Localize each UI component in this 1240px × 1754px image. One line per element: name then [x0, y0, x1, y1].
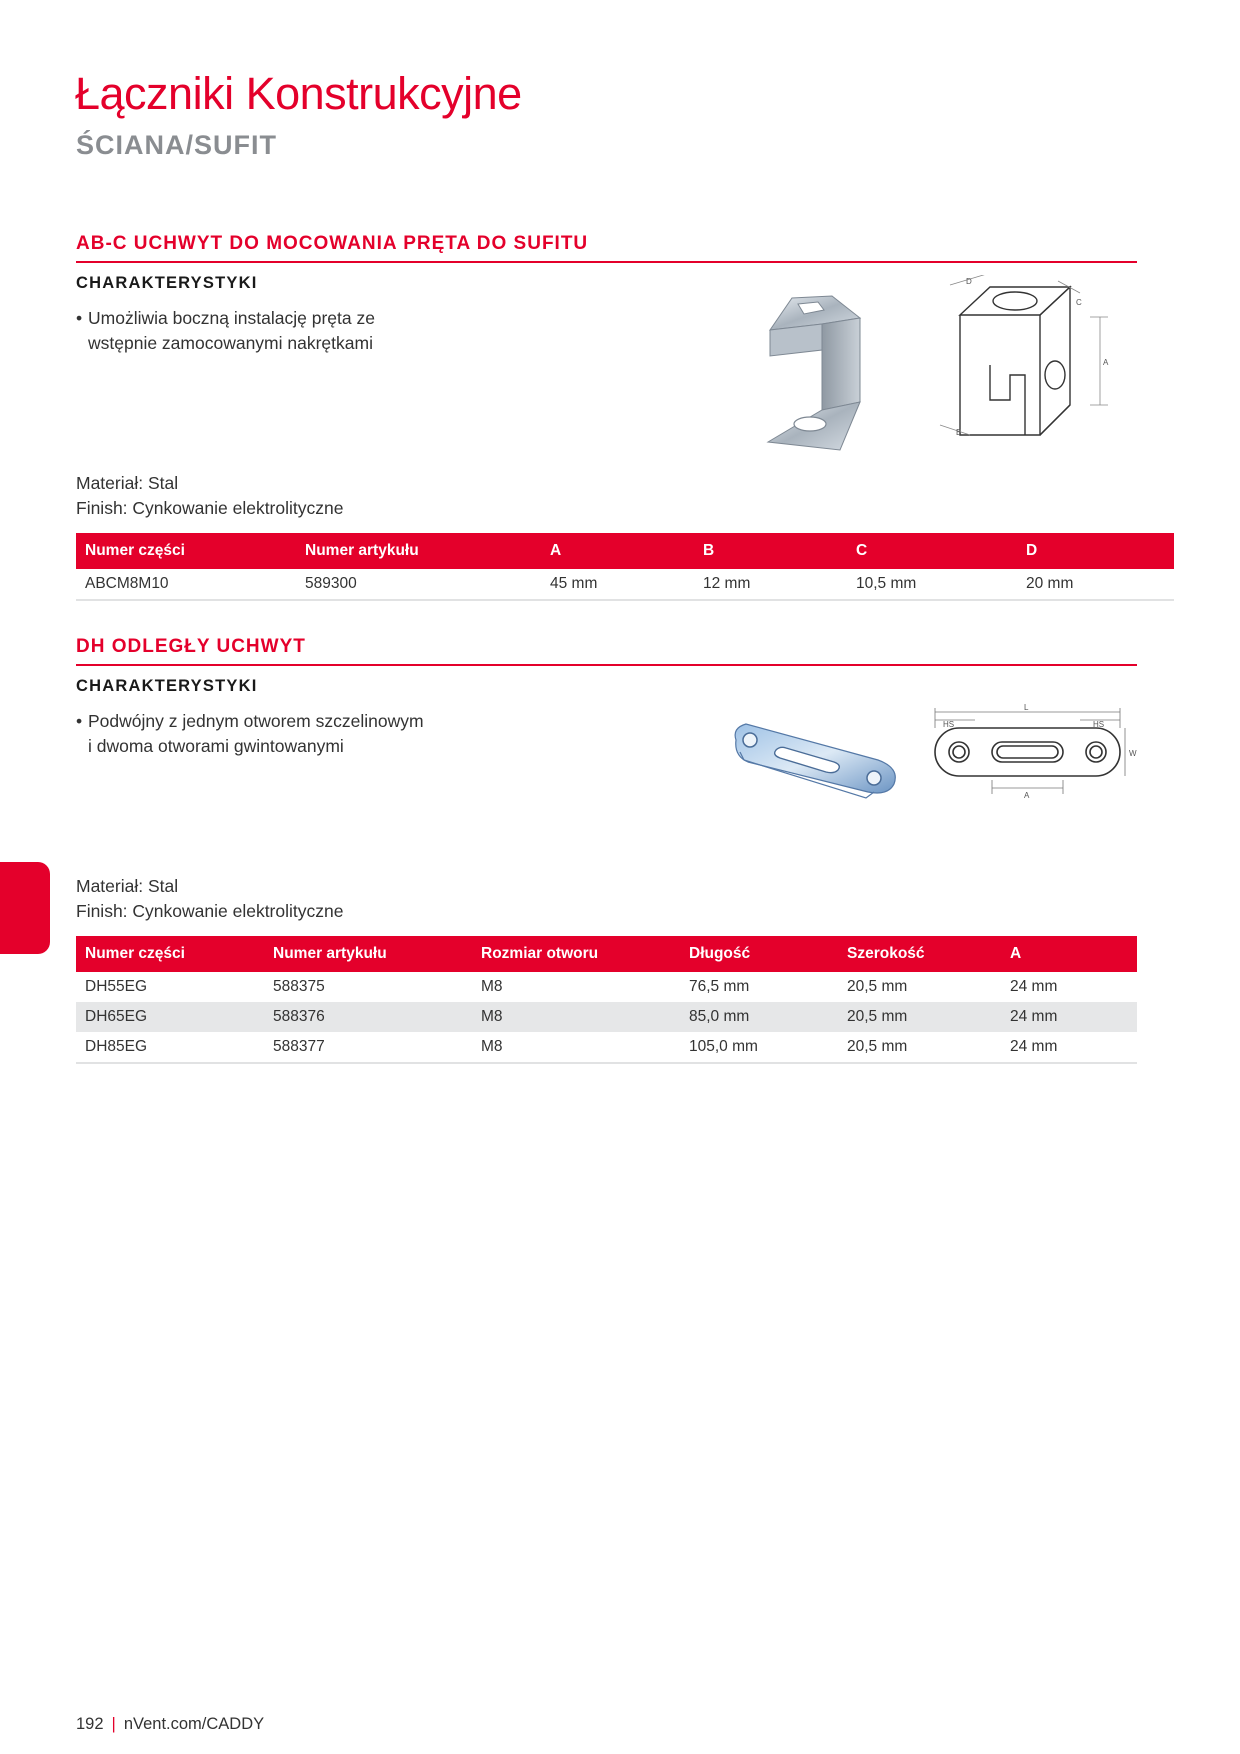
- dim-label-l: L: [1024, 703, 1029, 712]
- section-divider: [76, 261, 1137, 263]
- table-cell: 20,5 mm: [838, 1032, 1001, 1063]
- dim-label-hs-right: HS: [1093, 720, 1105, 729]
- table-cell: 588375: [273, 978, 325, 995]
- page-title: Łączniki Konstrukcyjne: [75, 68, 522, 119]
- abc-bracket-photo: [760, 290, 880, 460]
- table-cell: 76,5 mm: [689, 978, 750, 995]
- material-text: Materiał: Stal: [76, 876, 179, 896]
- column-header: A: [1001, 936, 1137, 972]
- table-cell: 20,5 mm: [847, 978, 908, 995]
- table-cell: M8: [481, 978, 503, 995]
- table-cell: 588377: [264, 1032, 472, 1063]
- column-header: D: [1017, 533, 1174, 569]
- column-header: Długość: [680, 936, 838, 972]
- feature-bullet: • Podwójny z jednym otworem szczelinowym i dwoma otworami gwintowanymi: [76, 711, 424, 756]
- table-cell: DH55EG: [85, 978, 148, 995]
- table-cell: 588376: [264, 1002, 472, 1032]
- table-cell: 105,0 mm: [680, 1032, 838, 1063]
- column-header: A: [541, 533, 694, 569]
- material-text: Materiał: Stal: [76, 473, 179, 493]
- dim-label-a: A: [1024, 791, 1030, 800]
- dim-label-hs-left: HS: [943, 720, 955, 729]
- dh-plate-photo: [728, 712, 908, 802]
- column-header: B: [694, 533, 847, 569]
- section-divider: [76, 664, 1137, 666]
- finish-text: Finish: Cynkowanie elektrolityczne: [76, 498, 344, 518]
- dim-label-w: W: [1129, 749, 1137, 758]
- table-cell: 24 mm: [1001, 1002, 1137, 1032]
- table-header-row: [76, 936, 1137, 972]
- footer-separator: |: [111, 1715, 116, 1733]
- table-cell: 12 mm: [694, 569, 847, 600]
- section-title-abc: AB-C UCHWYT DO MOCOWANIA PRĘTA DO SUFITU: [76, 233, 589, 254]
- bullet-dot-icon: •: [76, 711, 83, 731]
- table-cell: 10,5 mm: [847, 569, 1017, 600]
- characteristics-heading: CHARAKTERYSTYKI: [76, 274, 258, 292]
- section-title-dh: DH ODLEGŁY UCHWYT: [76, 636, 306, 657]
- column-header: C: [847, 533, 1017, 569]
- table-cell: 20 mm: [1017, 569, 1174, 600]
- column-header: Numer części: [76, 533, 296, 569]
- dh-spec-table: [76, 936, 1137, 1064]
- dim-label-b: B: [956, 428, 962, 437]
- table-cell: DH85EG: [76, 1032, 264, 1063]
- dim-label-c: C: [1076, 298, 1082, 307]
- dim-label-d: D: [966, 277, 972, 286]
- characteristics-heading: CHARAKTERYSTYKI: [76, 677, 258, 695]
- dim-label-a: A: [1103, 358, 1109, 367]
- bullet-dot-icon: •: [76, 308, 83, 328]
- column-header: Rozmiar otworu: [472, 936, 680, 972]
- chapter-tab: [0, 862, 50, 954]
- table-row: [76, 569, 1174, 600]
- feature-bullet: • Umożliwia boczną instalację pręta ze wstępnie zamocowanymi nakrętkami: [76, 308, 375, 353]
- table-cell: 85,0 mm: [680, 1002, 838, 1032]
- table-cell: M8: [472, 1032, 680, 1063]
- table-row: [76, 1002, 1137, 1032]
- table-cell: 24 mm: [1001, 1032, 1137, 1063]
- column-header: Numer artykułu: [264, 936, 472, 972]
- table-cell: 24 mm: [1010, 978, 1058, 995]
- table-header-row: [76, 533, 1174, 569]
- page-footer: [76, 1715, 264, 1734]
- table-cell: ABCM8M10: [76, 569, 296, 600]
- page-subtitle: ŚCIANA/SUFIT: [76, 130, 277, 160]
- column-header: Szerokość: [838, 936, 1001, 972]
- finish-text: Finish: Cynkowanie elektrolityczne: [76, 901, 344, 921]
- table-cell: 20,5 mm: [838, 1002, 1001, 1032]
- table-cell: DH65EG: [76, 1002, 264, 1032]
- table-cell: M8: [472, 1002, 680, 1032]
- table-row: [76, 1032, 1137, 1063]
- table-cell: 589300: [296, 569, 541, 600]
- column-header: Numer części: [76, 936, 264, 972]
- table-cell: 45 mm: [541, 569, 694, 600]
- page-number: 192: [76, 1715, 104, 1733]
- abc-technical-drawing: [930, 275, 1130, 465]
- column-header: Numer artykułu: [296, 533, 541, 569]
- dh-technical-drawing: [925, 700, 1140, 800]
- abc-spec-table: [76, 533, 1174, 601]
- table-row: [76, 972, 1137, 1002]
- footer-website-link[interactable]: nVent.com/CADDY: [123, 1715, 265, 1733]
